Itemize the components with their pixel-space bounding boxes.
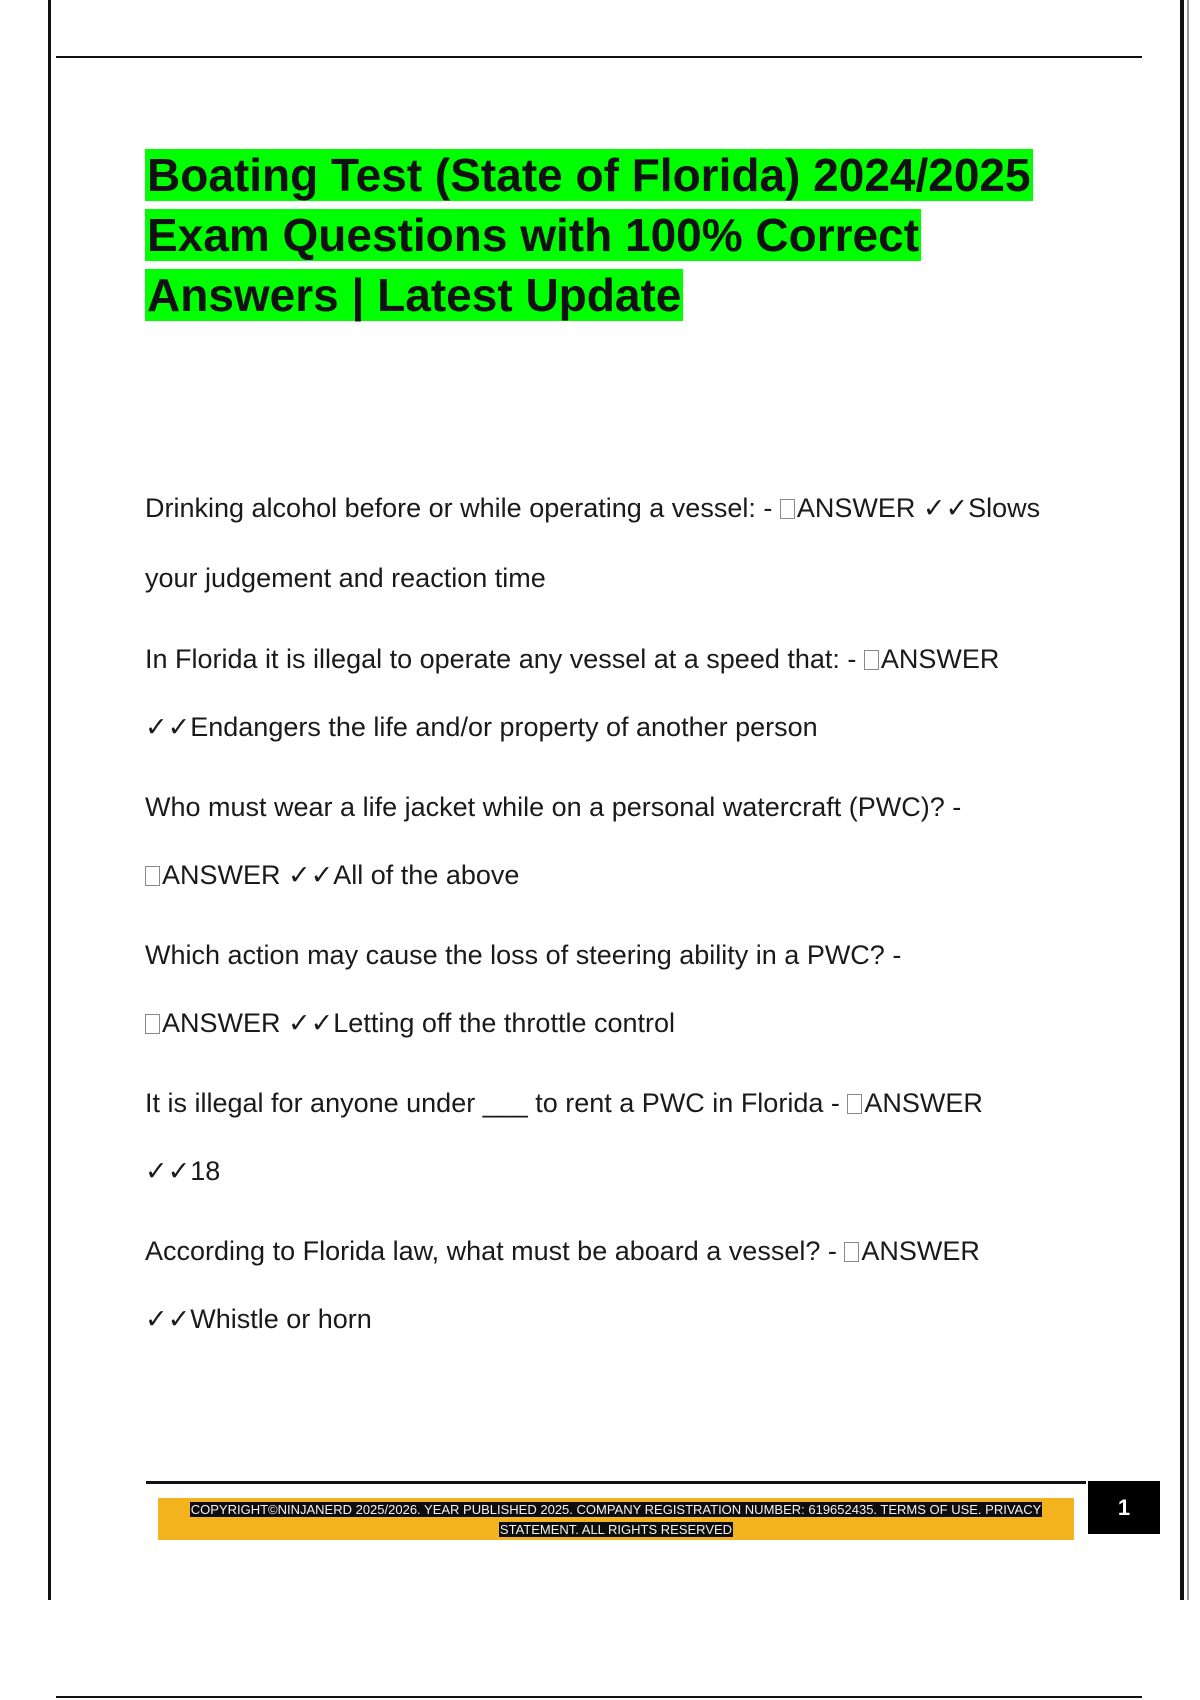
checkmark-icon: ✓✓ [145, 1304, 191, 1334]
next-page-rule [56, 1696, 1142, 1698]
answer-text: 18 [190, 1156, 221, 1186]
footer-rule [146, 1481, 1086, 1484]
question-text: Who must wear a life jacket while on a personal watercraft (PWC)? - [145, 792, 962, 822]
checkmark-icon: ✓✓ [922, 493, 969, 523]
answer-text: Slows your judgement and reaction time [145, 493, 1041, 593]
answer-marker: ANSWER [861, 1236, 980, 1266]
page-number: 1 [1088, 1481, 1160, 1534]
question-text: According to Florida law, what must be aboard a vessel? - [145, 1236, 845, 1266]
question-item [145, 625, 1095, 761]
answer-text: Letting off the throttle control [333, 1008, 675, 1038]
missing-glyph-box-icon [145, 866, 160, 886]
page-right-border-shadow [1187, 0, 1189, 1600]
page-right-border [1180, 0, 1184, 1600]
title-line-3: Answers | Latest Update [147, 269, 682, 321]
question-list [145, 473, 1095, 1365]
missing-glyph-box-icon [844, 1242, 859, 1262]
question-item [145, 1069, 1095, 1205]
missing-glyph-box-icon [145, 1014, 160, 1034]
answer-marker: ANSWER [796, 493, 916, 523]
question-item [145, 473, 1095, 613]
question-item [145, 773, 1095, 909]
checkmark-icon: ✓✓ [145, 712, 191, 742]
answer-marker: ANSWER [162, 1008, 281, 1038]
question-item [145, 1217, 1095, 1353]
question-text: Drinking alcohol before or while operating a vessel: - [145, 493, 780, 523]
question-text: It is illegal for anyone under ___ to rent a PWC in Florida - [145, 1088, 848, 1118]
answer-text: Endangers the life and/or property of another person [190, 712, 818, 742]
copyright-notice [170, 1500, 1062, 1540]
copyright-line-1: COPYRIGHT©NINJANERD 2025/2026. YEAR PUBLISHED 2025. COMPANY REGISTRATION NUMBER: 619652435. TERMS OF USE. PRIVACY [190, 1502, 1042, 1517]
checkmark-icon: ✓✓ [288, 1008, 334, 1038]
question-item [145, 921, 1095, 1057]
missing-glyph-box-icon [847, 1094, 862, 1114]
title-line-1: Boating Test (State of Florida) 2024/2025 [147, 149, 1031, 201]
copyright-line-2: STATEMENT. ALL RIGHTS RESERVED [499, 1522, 733, 1537]
question-text: In Florida it is illegal to operate any vessel at a speed that: - [145, 644, 864, 674]
answer-marker: ANSWER [864, 1088, 983, 1118]
header-rule [56, 56, 1142, 58]
checkmark-icon: ✓✓ [145, 1156, 191, 1186]
checkmark-icon: ✓✓ [288, 860, 334, 890]
answer-marker: ANSWER [880, 644, 1000, 674]
document-title [145, 145, 1105, 325]
answer-text: Whistle or horn [190, 1304, 372, 1334]
missing-glyph-box-icon [780, 499, 795, 519]
title-line-2: Exam Questions with 100% Correct [147, 209, 920, 261]
missing-glyph-box-icon [864, 650, 879, 670]
page-left-border [48, 0, 51, 1600]
answer-text: All of the above [333, 860, 520, 890]
answer-marker: ANSWER [162, 860, 281, 890]
question-text: Which action may cause the loss of steering ability in a PWC? - [145, 940, 902, 970]
